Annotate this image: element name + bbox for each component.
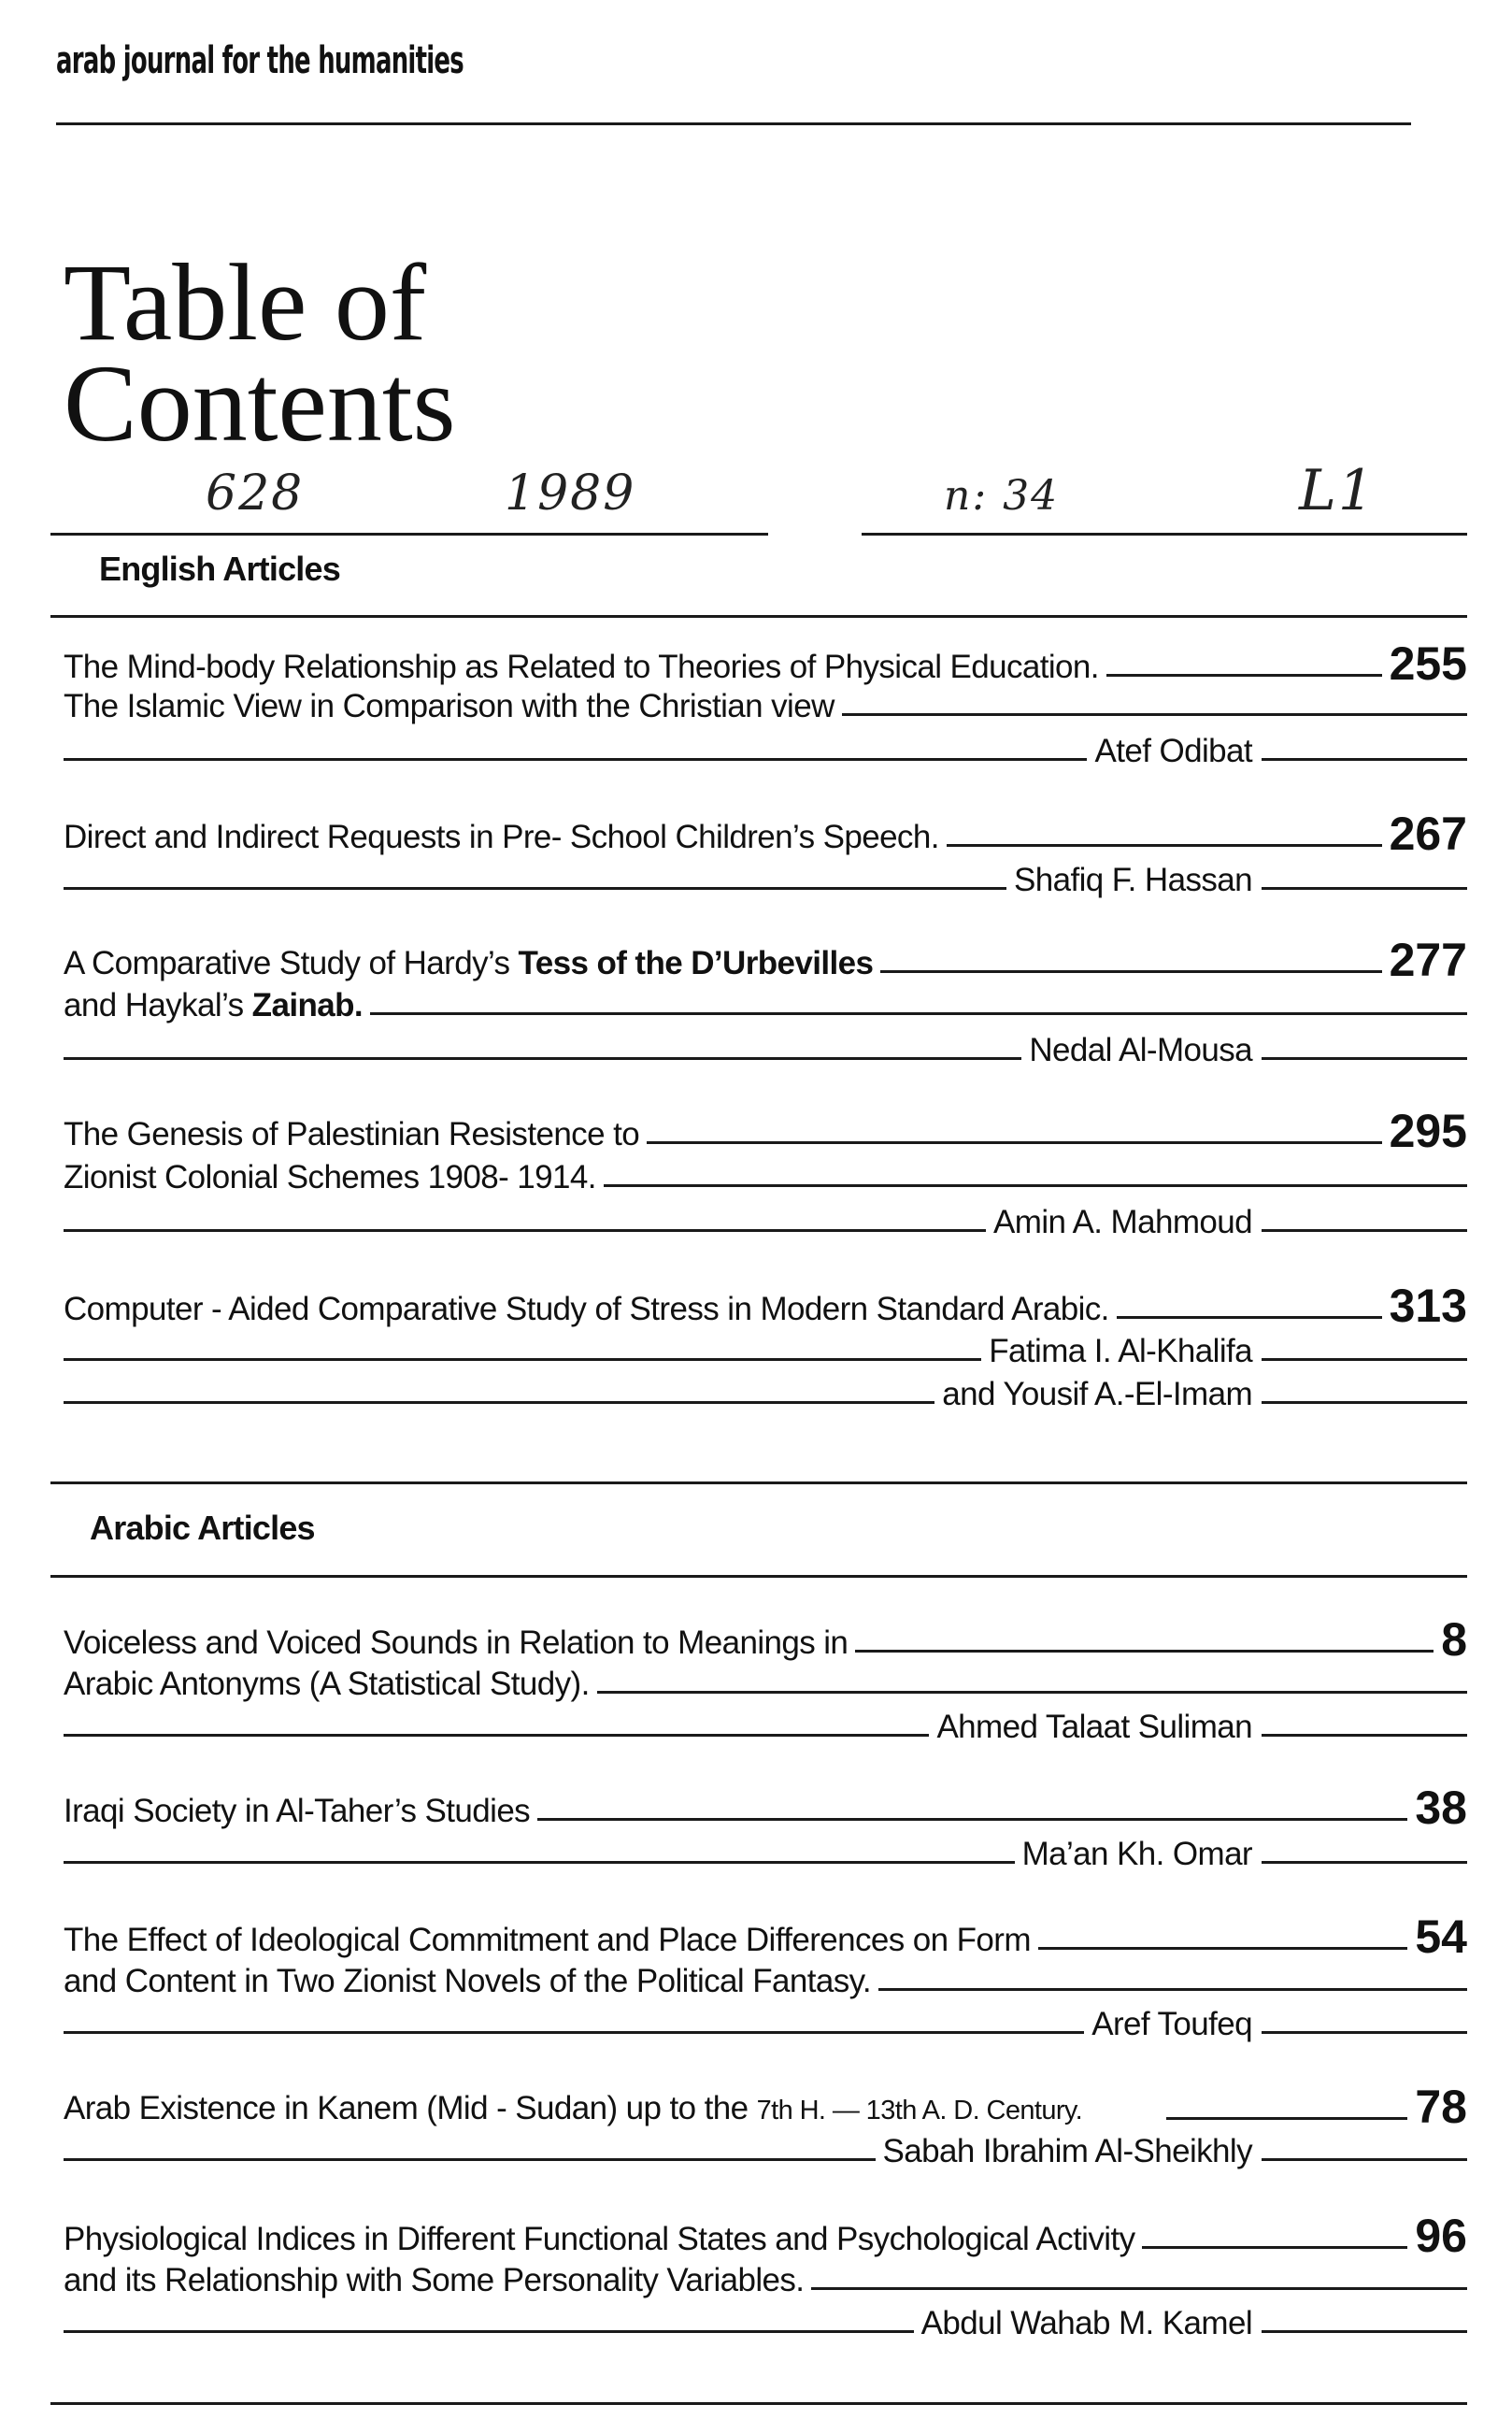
english-entry-1-author: Atef Odibat (1094, 733, 1252, 769)
leader-line (1262, 2158, 1467, 2161)
english-entry-1-line-2 (64, 682, 1467, 725)
title-line-2: Contents (64, 342, 456, 465)
english-entry-5-line-1 (64, 1280, 1467, 1332)
arabic-entry-3-title-2: and Content in Two Zionist Novels of the Political Fantasy. (64, 1963, 872, 1999)
arabic-entry-4-title-1-pre: Arab Existence in Kanem (Mid - Sudan) up to the (64, 2090, 757, 2126)
english-entry-3-title-2-bold: Zainab. (251, 987, 363, 1023)
handwritten-note-1: 628 (206, 465, 305, 522)
header-rule (56, 122, 1411, 125)
leader-line (64, 1057, 1021, 1060)
english-entry-1-title-2: The Islamic View in Comparison with the Christian view (64, 688, 834, 724)
leader-line (1166, 2117, 1407, 2120)
leader-line (880, 970, 1381, 973)
title-rule-left (50, 533, 768, 536)
journal-name: arab journal for the humanities (56, 39, 464, 82)
arabic-entry-3-page: 54 (1415, 1911, 1467, 1963)
leader-line (855, 1650, 1434, 1653)
english-entry-3-author: Nedal Al-Mousa (1029, 1032, 1252, 1068)
leader-line (64, 1861, 1015, 1864)
arabic-entry-4-title-1-small: 7th H. — 13th A. D. Century. (756, 2096, 1083, 2125)
english-entry-4-author: Amin A. Mahmoud (993, 1204, 1252, 1240)
arabic-entry-2-page: 38 (1415, 1782, 1467, 1834)
english-entry-3-author-line (64, 1026, 1467, 1069)
arabic-entry-3-author-line (64, 2000, 1467, 2043)
title-rule-right (862, 533, 1467, 536)
leader-line (370, 1012, 1467, 1015)
english-entry-3-page: 277 (1389, 934, 1467, 986)
leader-line (64, 887, 1006, 890)
page-title (64, 241, 456, 465)
english-entry-5-page: 313 (1389, 1280, 1467, 1332)
english-entry-3-title-1-bold: Tess of the D’Urbevilles (518, 945, 874, 981)
handwritten-note-3: n: 34 (944, 472, 1060, 520)
english-entry-2-page: 267 (1389, 808, 1467, 860)
arabic-entry-3-line-2 (64, 1957, 1467, 2000)
leader-line (64, 2158, 876, 2161)
english-entry-4-line-2 (64, 1153, 1467, 1196)
english-entry-3-title-2-pre: and Haykal’s (64, 987, 252, 1023)
english-entry-4-title-1: The Genesis of Palestinian Resistence to (64, 1116, 640, 1152)
leader-line (842, 713, 1467, 716)
footer-rule (50, 2402, 1467, 2405)
english-entry-2-author-line (64, 856, 1467, 899)
arabic-entry-1-title-2: Arabic Antonyms (A Statistical Study). (64, 1666, 590, 1702)
leader-line (647, 1141, 1381, 1144)
arabic-entry-2-author-line (64, 1830, 1467, 1873)
arabic-section-rule (50, 1575, 1467, 1578)
leader-line (1106, 674, 1382, 677)
arabic-entry-4-author-line (64, 2127, 1467, 2170)
english-entry-5-title-1: Computer - Aided Comparative Study of Stress in Modern Standard Arabic. (64, 1291, 1109, 1327)
arabic-entry-4-title-1 (64, 2090, 1082, 2129)
handwritten-note-4: L1 (1299, 458, 1376, 523)
leader-line (1262, 2031, 1467, 2034)
leader-line (537, 1818, 1407, 1821)
leader-line (1262, 887, 1467, 890)
arabic-entry-2-line-1 (64, 1782, 1467, 1834)
english-entry-2-author: Shafiq F. Hassan (1014, 862, 1252, 898)
arabic-entry-1-line-2 (64, 1660, 1467, 1703)
arabic-entry-3-title-1: The Effect of Ideological Commitment and Place Differences on Form (64, 1922, 1031, 1958)
english-entry-2-title-1: Direct and Indirect Requests in Pre- School Children’s Speech. (64, 819, 939, 855)
arabic-section-top-rule (50, 1481, 1467, 1484)
leader-line (1262, 1734, 1467, 1737)
english-entry-4-title-2: Zionist Colonial Schemes 1908- 1914. (64, 1159, 596, 1195)
english-entry-5-author2-line (64, 1370, 1467, 1413)
english-entry-2-line-1 (64, 808, 1467, 860)
arabic-entry-2-author: Ma’an Kh. Omar (1021, 1836, 1252, 1872)
arabic-entry-5-author: Abdul Wahab M. Kamel (920, 2305, 1252, 2341)
arabic-entry-1-author: Ahmed Talaat Suliman (936, 1709, 1252, 1745)
english-section-rule (50, 615, 1467, 618)
leader-line (64, 1229, 986, 1232)
arabic-entry-2-title-1: Iraqi Society in Al-Taher’s Studies (64, 1793, 531, 1829)
arabic-entry-4-page: 78 (1415, 2081, 1467, 2133)
english-entry-5-author-line (64, 1327, 1467, 1370)
arabic-entry-4-line-1 (64, 2081, 1467, 2133)
arabic-entry-5-line-2 (64, 2256, 1467, 2299)
leader-line (1262, 1861, 1467, 1864)
leader-line (64, 2330, 914, 2333)
english-entry-1-line-1 (64, 637, 1467, 690)
leader-line (1262, 2330, 1467, 2333)
arabic-entry-5-title-1: Physiological Indices in Different Functional States and Psychological Activity (64, 2221, 1135, 2257)
arabic-entry-4-author: Sabah Ibrahim Al-Sheikhly (882, 2133, 1252, 2169)
title-line-1: Table of (64, 241, 427, 364)
english-entry-5-author: Fatima I. Al-Khalifa (989, 1333, 1252, 1369)
english-entry-3-line-2 (64, 981, 1467, 1024)
leader-line (1262, 1057, 1467, 1060)
leader-line (947, 844, 1382, 847)
english-articles-heading: English Articles (99, 550, 340, 588)
arabic-entry-1-author-line (64, 1703, 1467, 1746)
leader-line (64, 758, 1087, 761)
handwritten-note-2: 1989 (505, 465, 636, 522)
english-entry-3-line-1 (64, 934, 1467, 986)
arabic-entry-1-line-1 (64, 1613, 1467, 1666)
leader-line (1262, 1229, 1467, 1232)
leader-line (1117, 1316, 1382, 1319)
leader-line (811, 2287, 1467, 2290)
arabic-entry-3-line-1 (64, 1911, 1467, 1963)
arabic-entry-5-line-1 (64, 2210, 1467, 2262)
arabic-entry-3-author: Aref Toufeq (1091, 2006, 1252, 2042)
english-entry-3-title-2 (64, 987, 363, 1024)
english-entry-1-page: 255 (1389, 637, 1467, 690)
leader-line (64, 2031, 1084, 2034)
english-entry-1-author-line (64, 727, 1467, 770)
leader-line (604, 1184, 1467, 1187)
arabic-entry-1-page: 8 (1441, 1613, 1467, 1666)
english-entry-1-title-1: The Mind-body Relationship as Related to Theories of Physical Education. (64, 649, 1099, 685)
english-entry-4-page: 295 (1389, 1105, 1467, 1157)
english-entry-4-line-1 (64, 1105, 1467, 1157)
leader-line (1262, 1401, 1467, 1404)
english-entry-4-author-line (64, 1198, 1467, 1241)
leader-line (1038, 1947, 1407, 1950)
arabic-entry-5-author-line (64, 2299, 1467, 2342)
arabic-entry-1-title-1: Voiceless and Voiced Sounds in Relation to Meanings in (64, 1624, 849, 1661)
leader-line (878, 1988, 1467, 1991)
arabic-entry-5-page: 96 (1415, 2210, 1467, 2262)
english-entry-3-title-1 (64, 945, 873, 982)
leader-line (64, 1358, 981, 1361)
leader-line (1262, 1358, 1467, 1361)
leader-line (1262, 758, 1467, 761)
leader-line (597, 1691, 1467, 1694)
arabic-entry-5-title-2: and its Relationship with Some Personality Variables. (64, 2262, 805, 2298)
leader-line (64, 1734, 929, 1737)
english-entry-3-title-1-pre: A Comparative Study of Hardy’s (64, 945, 519, 981)
arabic-articles-heading: Arabic Articles (90, 1509, 315, 1547)
leader-line (64, 1401, 934, 1404)
english-entry-5-author2: and Yousif A.-El-Imam (942, 1376, 1252, 1412)
leader-line (1142, 2246, 1407, 2249)
